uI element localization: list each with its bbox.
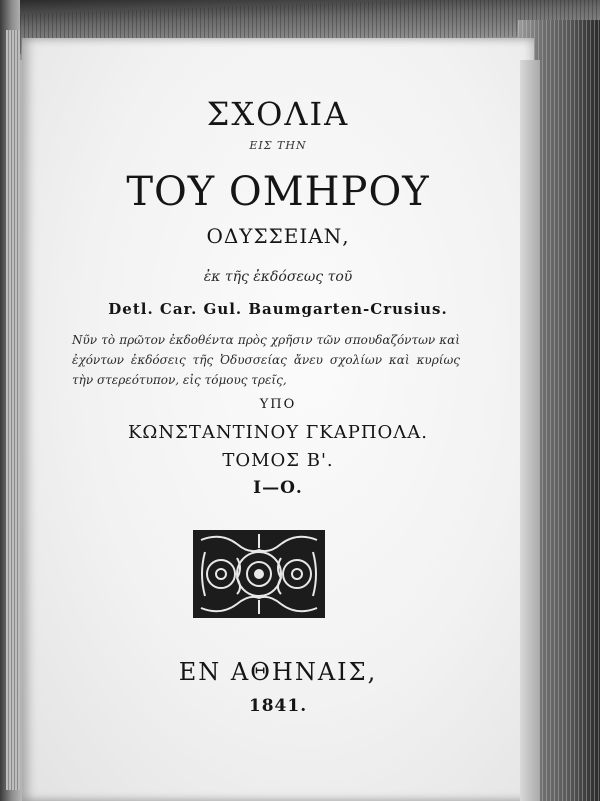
title-homer: ΤΟΥ ΟΜΗΡΟΥ — [126, 169, 430, 215]
author-name: ΚΩΝΣΤΑΝΤΙΝΟΥ ΓΚΑΡΠΟΛΑ. — [127, 422, 429, 443]
edition-line: ἐκ τῆς ἐκδόσεως τοῦ — [203, 269, 353, 285]
editor-name: Detl. Car. Gul. Baumgarten-Crusius. — [108, 300, 448, 318]
imprint-place: ΕΝ ΑΘΗΝΑΙΣ, — [178, 658, 378, 686]
book-range: Ι—Ο. — [253, 478, 303, 498]
title-odyssey: ΟΔΥΣΣΕΙΑΝ, — [206, 224, 350, 248]
title-page — [22, 38, 534, 801]
description-paragraph: Νῦν τὸ πρῶτον ἐκδοθέντα πρὸς χρῆσιν τῶν σπουδαζόντων καὶ ἐχόντων ἐκδόσεις τῆς Ὀδυσσείας ἄνευ σχολίων καὶ κυρίως τὴν στερεότυπον, εἰς τόμους τρεῖς, — [72, 333, 460, 387]
title-eis-ten: ΕΙΣ ΤΗΝ — [249, 139, 307, 152]
imprint-year: 1841. — [248, 696, 308, 716]
floral-vignette-icon — [191, 528, 327, 620]
title-scholia: ΣΧΟΛΙΑ — [206, 95, 350, 133]
volume-label: ΤΟΜΟΣ Β'. — [222, 450, 334, 471]
by-line: ΥΠΟ — [259, 397, 297, 412]
